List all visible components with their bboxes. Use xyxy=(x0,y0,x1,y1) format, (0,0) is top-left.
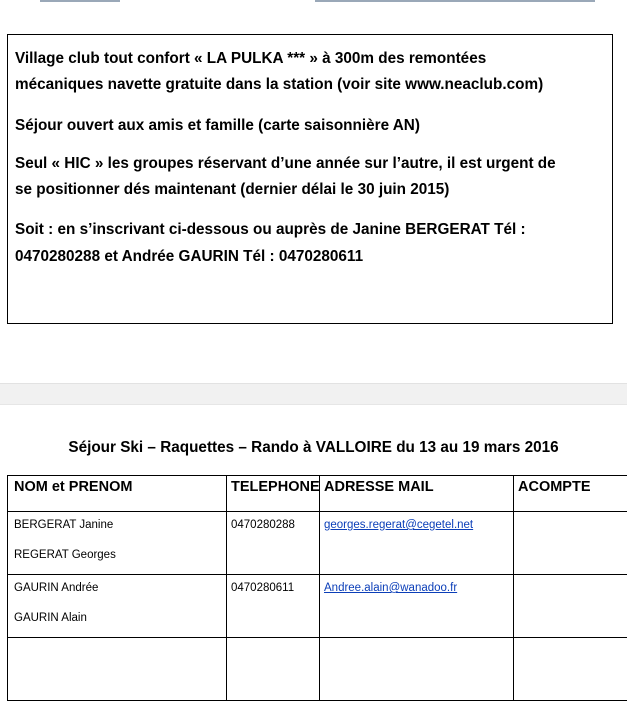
phone-number: 0470280288 xyxy=(227,512,319,533)
info-line: Village club tout confort « LA PULKA *** » à 300m des remontées xyxy=(15,46,615,71)
info-box xyxy=(7,34,613,324)
top-image-edge-right xyxy=(315,0,595,2)
cell-deposit xyxy=(514,575,627,638)
email-link[interactable]: georges.regerat@cegetel.net xyxy=(320,512,513,533)
cell-email xyxy=(320,512,514,575)
phone-number: 0470280611 xyxy=(227,575,319,596)
header-name: NOM et PRENOM xyxy=(8,476,227,512)
person-name: GAURIN Andrée xyxy=(14,580,226,596)
top-strip xyxy=(0,0,627,3)
cell-email xyxy=(320,575,514,638)
info-line: 0470280288 et Andrée GAURIN Tél : 0470280611 xyxy=(15,244,615,269)
info-line: mécaniques navette gratuite dans la station (voir site www.neaclub.com) xyxy=(15,72,615,97)
top-image-edge xyxy=(40,0,120,2)
page-break xyxy=(0,383,627,405)
cell-phone xyxy=(227,512,320,575)
table-row xyxy=(8,512,627,575)
info-line: Seul « HIC » les groupes réservant d’une année sur l’autre, il est urgent de xyxy=(15,151,615,176)
registration-title: Séjour Ski – Raquettes – Rando à VALLOIRE du 13 au 19 mars 2016 xyxy=(0,436,627,460)
info-line: Soit : en s’inscrivant ci-dessous ou auprès de Janine BERGERAT Tél : xyxy=(15,217,615,242)
info-line: Séjour ouvert aux amis et famille (carte saisonnière AN) xyxy=(15,113,615,138)
person-name: REGERAT Georges xyxy=(14,547,226,563)
table-header-row xyxy=(8,476,627,512)
header-phone: TELEPHONE xyxy=(227,476,320,512)
cell-names xyxy=(8,575,227,638)
person-name: BERGERAT Janine xyxy=(14,517,226,533)
person-name: GAURIN Alain xyxy=(14,610,226,626)
info-line: se positionner dés maintenant (dernier délai le 30 juin 2015) xyxy=(15,177,615,202)
table-row-empty xyxy=(8,638,627,701)
header-deposit: ACOMPTE xyxy=(514,476,627,512)
cell-names xyxy=(8,512,227,575)
cell-deposit xyxy=(514,512,627,575)
email-link[interactable]: Andree.alain@wanadoo.fr xyxy=(320,575,513,596)
cell-phone xyxy=(227,575,320,638)
registration-table xyxy=(7,475,627,701)
table-row xyxy=(8,575,627,638)
header-email: ADRESSE MAIL xyxy=(320,476,514,512)
